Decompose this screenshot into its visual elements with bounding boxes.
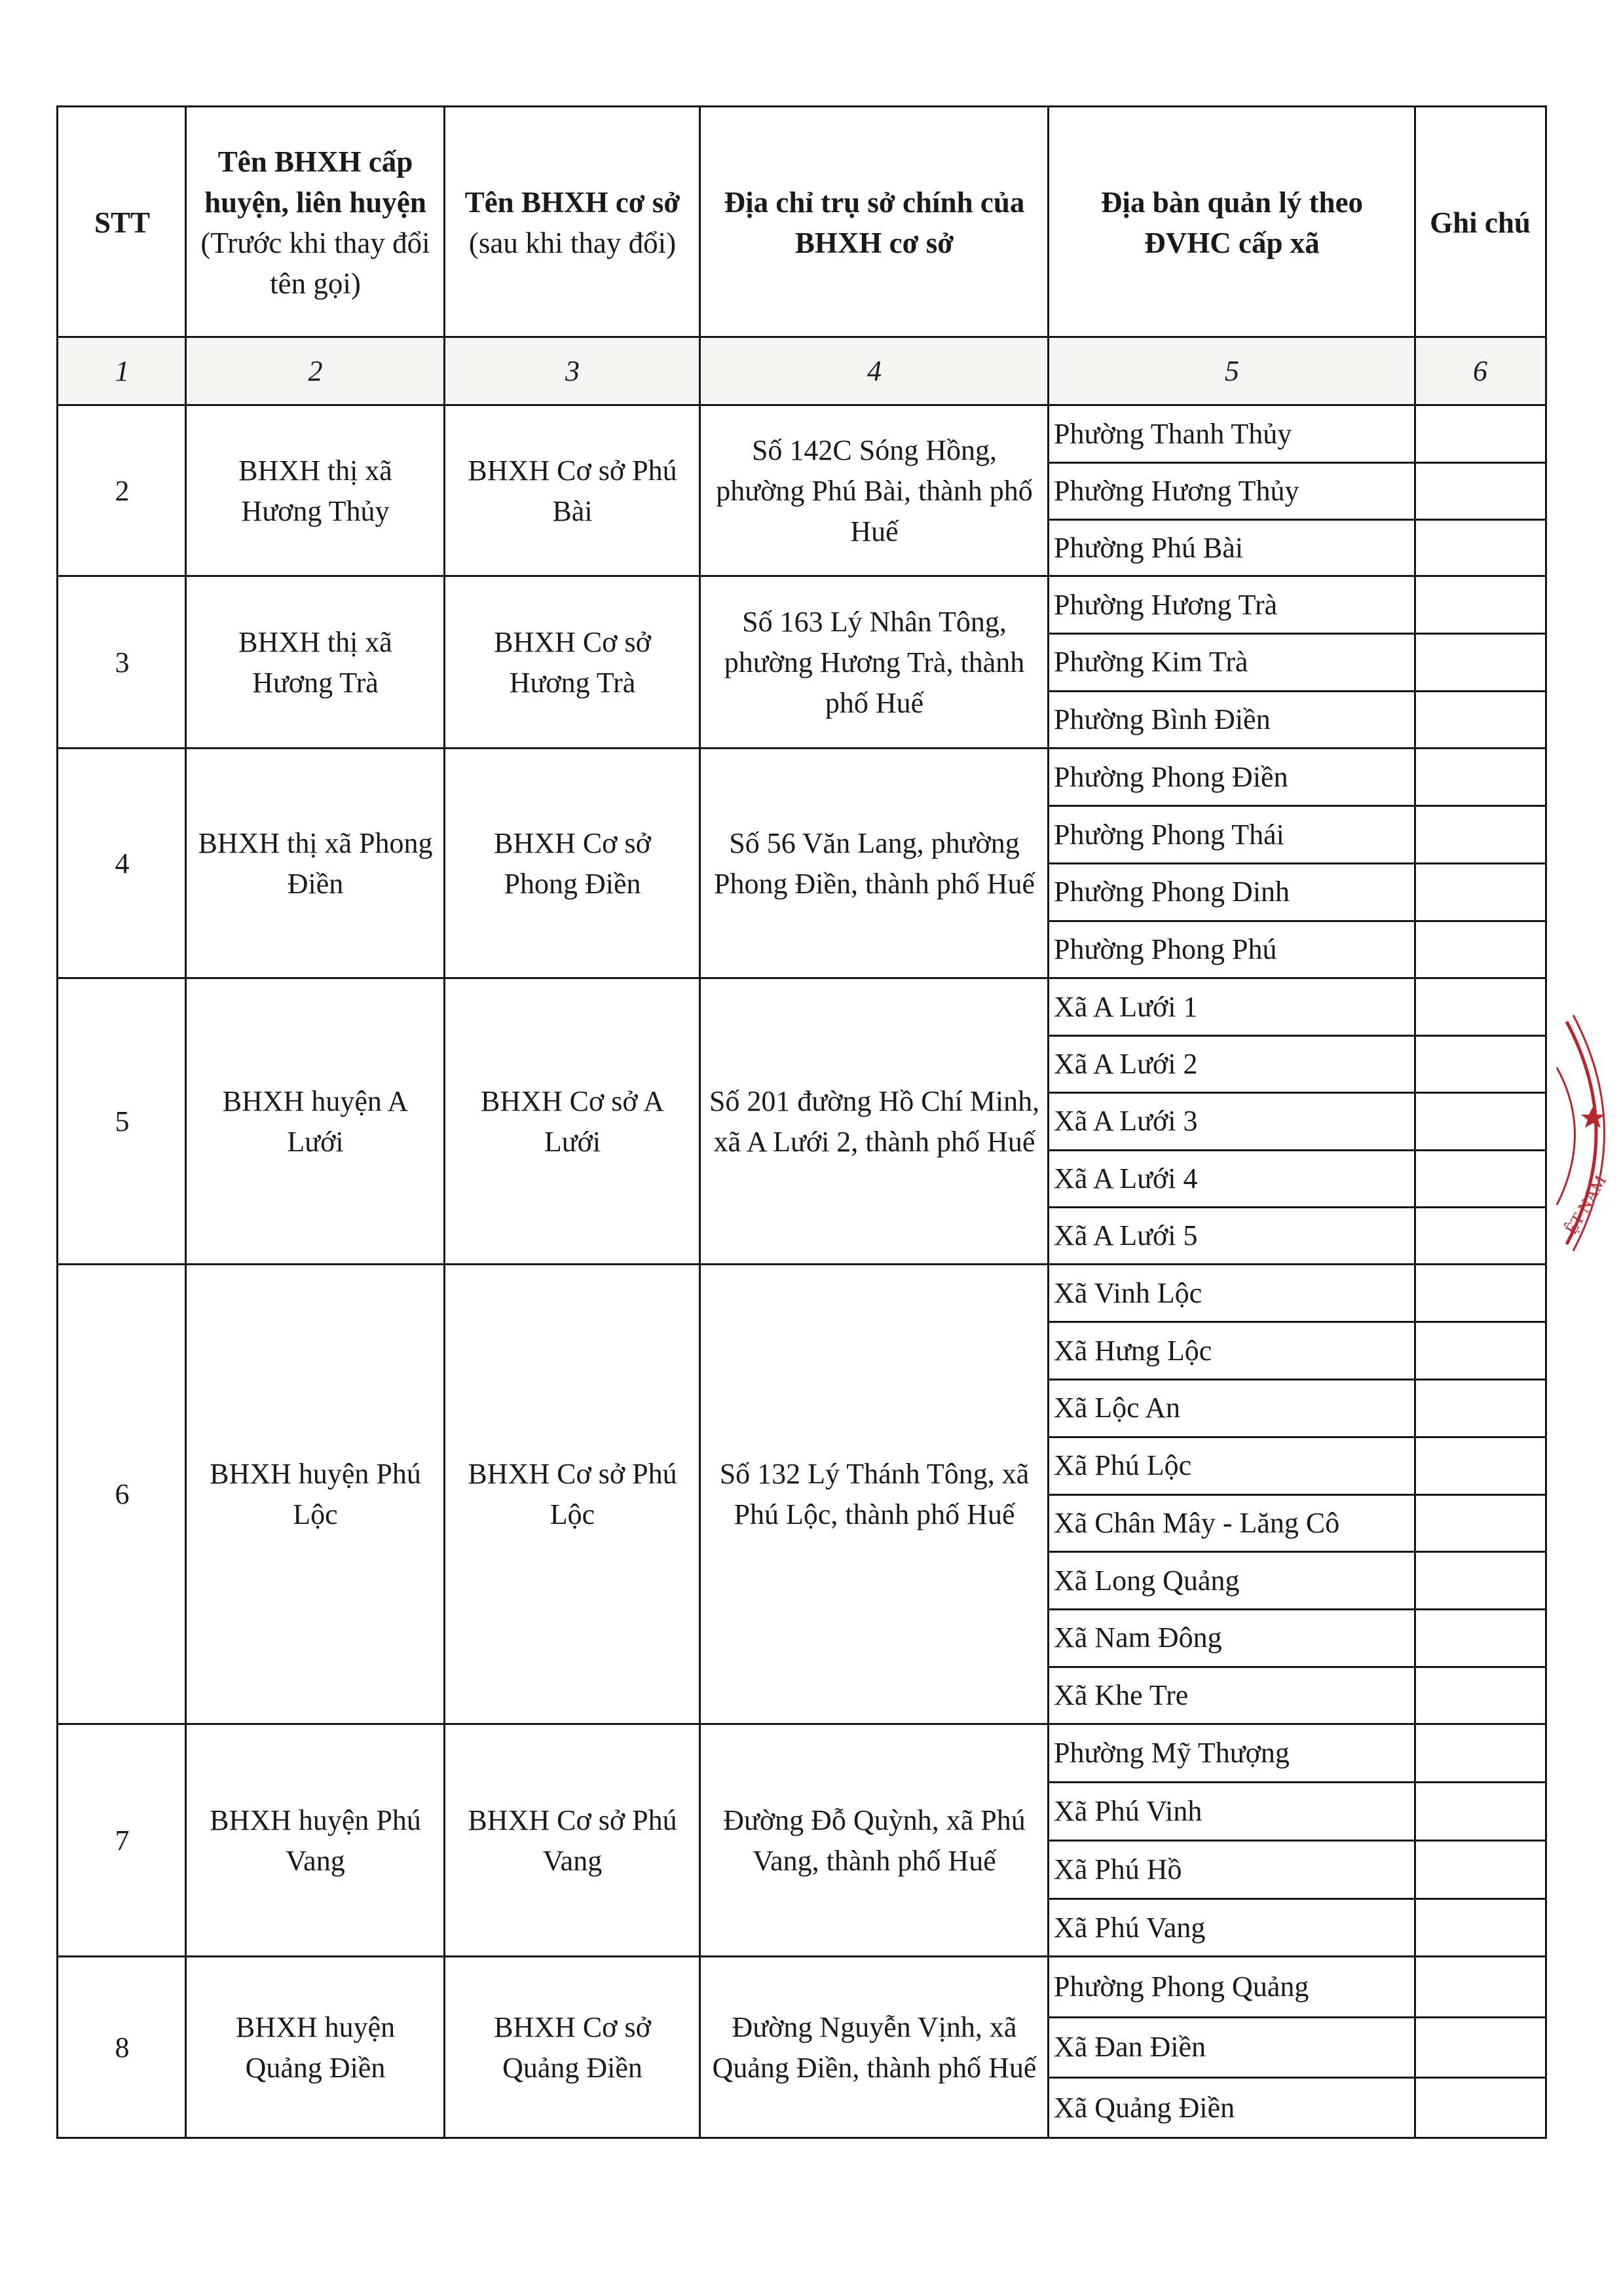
note-cell[interactable] (1415, 1724, 1545, 1783)
address-cell: Số 132 Lý Thánh Tông, xã Phú Lộc, thành phố Huế (719, 1458, 1030, 1530)
ward-list-item: Xã Hưng Lộc (1054, 1334, 1212, 1367)
note-cell[interactable] (1415, 1494, 1545, 1552)
header-old-name-wrap (198, 141, 433, 304)
header-new-name (445, 107, 700, 337)
ward-list-item: Phường Hương Thủy (1054, 474, 1299, 507)
ward-list-item: Xã A Lưới 3 (1054, 1105, 1198, 1138)
stt-cell: 3 (115, 646, 130, 678)
ward-divider (1049, 1551, 1545, 1553)
ward-list-item: Xã A Lưới 2 (1054, 1048, 1198, 1081)
ward-divider (1049, 1149, 1545, 1151)
note-cell[interactable] (1415, 1322, 1545, 1380)
note-cell[interactable] (1415, 519, 1545, 576)
ward-divider (1049, 2016, 1545, 2018)
old-office-name-cell: BHXH huyện Phú Lộc (210, 1458, 421, 1530)
note-cell[interactable] (1415, 749, 1545, 806)
ward-divider (1049, 862, 1545, 864)
stt-cell: 4 (115, 847, 130, 880)
column-divider (1414, 107, 1416, 2137)
ward-list-item: Xã Nam Đông (1054, 1621, 1222, 1654)
note-cell[interactable] (1415, 806, 1545, 864)
ward-divider (1049, 1898, 1545, 1900)
ward-list-item: Xã Đan Điền (1054, 2031, 1206, 2064)
column-number: 6 (1473, 355, 1487, 387)
column-number: 5 (1225, 355, 1239, 387)
ward-divider (1049, 1666, 1545, 1668)
column-number: 2 (308, 355, 323, 387)
note-cell[interactable] (1415, 1150, 1545, 1207)
note-cell[interactable] (1415, 2017, 1545, 2077)
new-office-name-cell: BHXH Cơ sở Phú Bài (468, 454, 677, 527)
header-new-name-wrap (465, 182, 680, 263)
header-address (700, 107, 1049, 337)
ward-list-item: Xã Quảng Điền (1054, 2091, 1235, 2124)
ward-divider (1049, 690, 1545, 692)
ward-list-item: Xã Khe Tre (1054, 1679, 1189, 1712)
stt-cell: 5 (115, 1105, 130, 1138)
new-office-name-cell: BHXH Cơ sở Phú Lộc (468, 1458, 677, 1530)
stt-cell: 8 (115, 2031, 130, 2064)
address-cell: Đường Nguyễn Vịnh, xã Quảng Điền, thành phố Huế (712, 2010, 1037, 2084)
stt-cell: 2 (115, 474, 130, 507)
ward-divider (1049, 1494, 1545, 1496)
ward-divider (1049, 1321, 1545, 1323)
header-new-name-subtitle: (sau khi thay đổi) (468, 226, 677, 259)
ward-divider (1049, 1092, 1545, 1094)
row-divider (58, 336, 1545, 338)
ward-list-item: Phường Thanh Thủy (1054, 417, 1292, 450)
note-cell[interactable] (1415, 576, 1545, 634)
new-office-name-cell: BHXH Cơ sở Phú Vang (468, 1804, 677, 1877)
new-office-name-cell: BHXH Cơ sở Hương Trà (494, 625, 651, 699)
address-cell: Số 142C Sóng Hồng, phường Phú Bài, thành phố Huế (716, 434, 1033, 547)
old-office-name-cell: BHXH thị xã Hương Thủy (238, 454, 392, 527)
ward-list-item: Xã Phú Hồ (1054, 1853, 1182, 1885)
header-note-text: Ghi chú (1430, 206, 1531, 239)
note-cell[interactable] (1415, 1265, 1545, 1322)
header-area (1049, 107, 1415, 337)
column-divider (1047, 107, 1049, 2137)
ward-list-item: Xã Phú Vang (1054, 1911, 1206, 1944)
header-note (1415, 107, 1545, 337)
address-cell: Đường Đỗ Quỳnh, xã Phú Vang, thành phố Huế (723, 1804, 1026, 1877)
note-cell[interactable] (1415, 1783, 1545, 1841)
ward-list-item: Phường Hương Trà (1054, 588, 1278, 621)
stt-cell: 7 (115, 1824, 130, 1857)
note-cell[interactable] (1415, 1035, 1545, 1092)
old-office-name-cell: BHXH thị xã Hương Trà (238, 625, 392, 699)
ward-list-item: Phường Mỹ Thượng (1054, 1737, 1290, 1769)
column-divider (699, 107, 701, 2137)
note-cell[interactable] (1415, 978, 1545, 1035)
note-cell[interactable] (1415, 864, 1545, 921)
header-old-name (186, 107, 445, 337)
address-cell: Số 56 Văn Lang, phường Phong Điền, thành phố Huế (713, 826, 1035, 900)
ward-divider (1049, 1608, 1545, 1610)
note-cell[interactable] (1415, 1208, 1545, 1265)
header-area-text: Địa bàn quản lý theo ĐVHC cấp xã (1100, 185, 1364, 259)
ward-list-item: Xã Long Quảng (1054, 1564, 1240, 1597)
ward-list-item: Xã A Lưới 4 (1054, 1162, 1198, 1194)
stt-cell: 6 (115, 1478, 130, 1510)
ward-divider (1049, 633, 1545, 635)
ward-divider (1049, 1781, 1545, 1783)
ward-divider (1049, 1206, 1545, 1208)
old-office-name-cell: BHXH huyện Quảng Điền (235, 2010, 396, 2084)
note-cell[interactable] (1415, 1898, 1545, 1957)
address-cell: Số 163 Lý Nhân Tông, phường Hương Trà, thành phố Huế (724, 605, 1025, 719)
ward-divider (1049, 1840, 1545, 1842)
ward-list-item: Xã Vinh Lộc (1054, 1276, 1202, 1309)
ward-list-item: Phường Phong Quảng (1054, 1971, 1309, 2003)
note-cell[interactable] (1415, 1841, 1545, 1899)
note-cell[interactable] (1415, 1380, 1545, 1437)
red-seal-stamp-fragment (1554, 1009, 1621, 1257)
new-office-name-cell: BHXH Cơ sở Phong Điền (494, 826, 651, 900)
old-office-name-cell: BHXH thị xã Phong Điền (198, 826, 433, 900)
ward-list-item: Phường Bình Điền (1054, 703, 1271, 736)
ward-list-item: Phường Phú Bài (1054, 531, 1244, 564)
header-new-name-title: Tên BHXH cơ sở (464, 185, 680, 219)
seal-icon (1554, 1009, 1621, 1257)
ward-divider (1049, 1035, 1545, 1037)
old-office-name-cell: BHXH huyện Phú Vang (210, 1804, 421, 1877)
ward-divider (1049, 462, 1545, 464)
old-office-name-cell: BHXH huyện A Lưới (222, 1084, 409, 1158)
ward-list-item: Xã Lộc An (1054, 1392, 1181, 1424)
new-office-name-cell: BHXH Cơ sở A Lưới (480, 1084, 665, 1158)
note-cell[interactable] (1415, 462, 1545, 519)
note-cell[interactable] (1415, 634, 1545, 692)
column-divider (185, 107, 187, 2137)
ward-list-item: Xã A Lưới 5 (1054, 1219, 1198, 1252)
new-office-name-cell: BHXH Cơ sở Quảng Điền (494, 2010, 651, 2084)
ward-divider (1049, 519, 1545, 521)
office-mapping-table (56, 105, 1547, 2139)
ward-list-item: Phường Phong Điền (1054, 760, 1288, 793)
ward-list-item: Xã Chân Mây - Lăng Cô (1054, 1506, 1340, 1539)
column-number: 4 (867, 355, 882, 387)
note-cell[interactable] (1415, 1957, 1545, 2017)
ward-list-item: Xã A Lưới 1 (1054, 990, 1198, 1023)
ward-divider (1049, 1379, 1545, 1380)
address-cell: Số 201 đường Hồ Chí Minh, xã A Lưới 2, thành phố Huế (709, 1084, 1040, 1158)
ward-list-item: Phường Phong Dinh (1054, 876, 1290, 908)
ward-list-item: Phường Kim Trà (1054, 646, 1248, 678)
ward-divider (1049, 1436, 1545, 1438)
note-cell[interactable] (1415, 405, 1545, 462)
note-cell[interactable] (1415, 1610, 1545, 1667)
header-old-name-subtitle: (Trước khi thay đổi tên gọi) (200, 226, 430, 300)
note-cell[interactable] (1415, 691, 1545, 749)
ward-list-item: Phường Phong Phú (1054, 933, 1277, 966)
column-number: 1 (115, 355, 130, 387)
column-number: 3 (565, 355, 580, 387)
ward-divider (1049, 2077, 1545, 2079)
svg-text:ỆT NAM: ỆT NAM (1561, 1172, 1611, 1238)
column-divider (443, 107, 445, 2137)
note-cell[interactable] (1415, 2078, 1545, 2138)
ward-list-item: Xã Phú Vinh (1054, 1795, 1202, 1828)
header-address-text: Địa chỉ trụ sở chính của BHXH cơ sở (724, 185, 1025, 259)
ward-divider (1049, 920, 1545, 922)
ward-divider (1049, 805, 1545, 807)
note-cell[interactable] (1415, 1552, 1545, 1610)
note-cell[interactable] (1415, 1093, 1545, 1150)
ward-list-item: Xã Phú Lộc (1054, 1449, 1192, 1482)
note-cell[interactable] (1415, 1667, 1545, 1724)
header-stt (58, 107, 186, 337)
ward-list-item: Phường Phong Thái (1054, 818, 1284, 851)
header-old-name-title: Tên BHXH cấp huyện, liên huyện (204, 145, 426, 219)
header-stt-text: STT (94, 206, 151, 239)
note-cell[interactable] (1415, 921, 1545, 978)
note-cell[interactable] (1415, 1437, 1545, 1494)
